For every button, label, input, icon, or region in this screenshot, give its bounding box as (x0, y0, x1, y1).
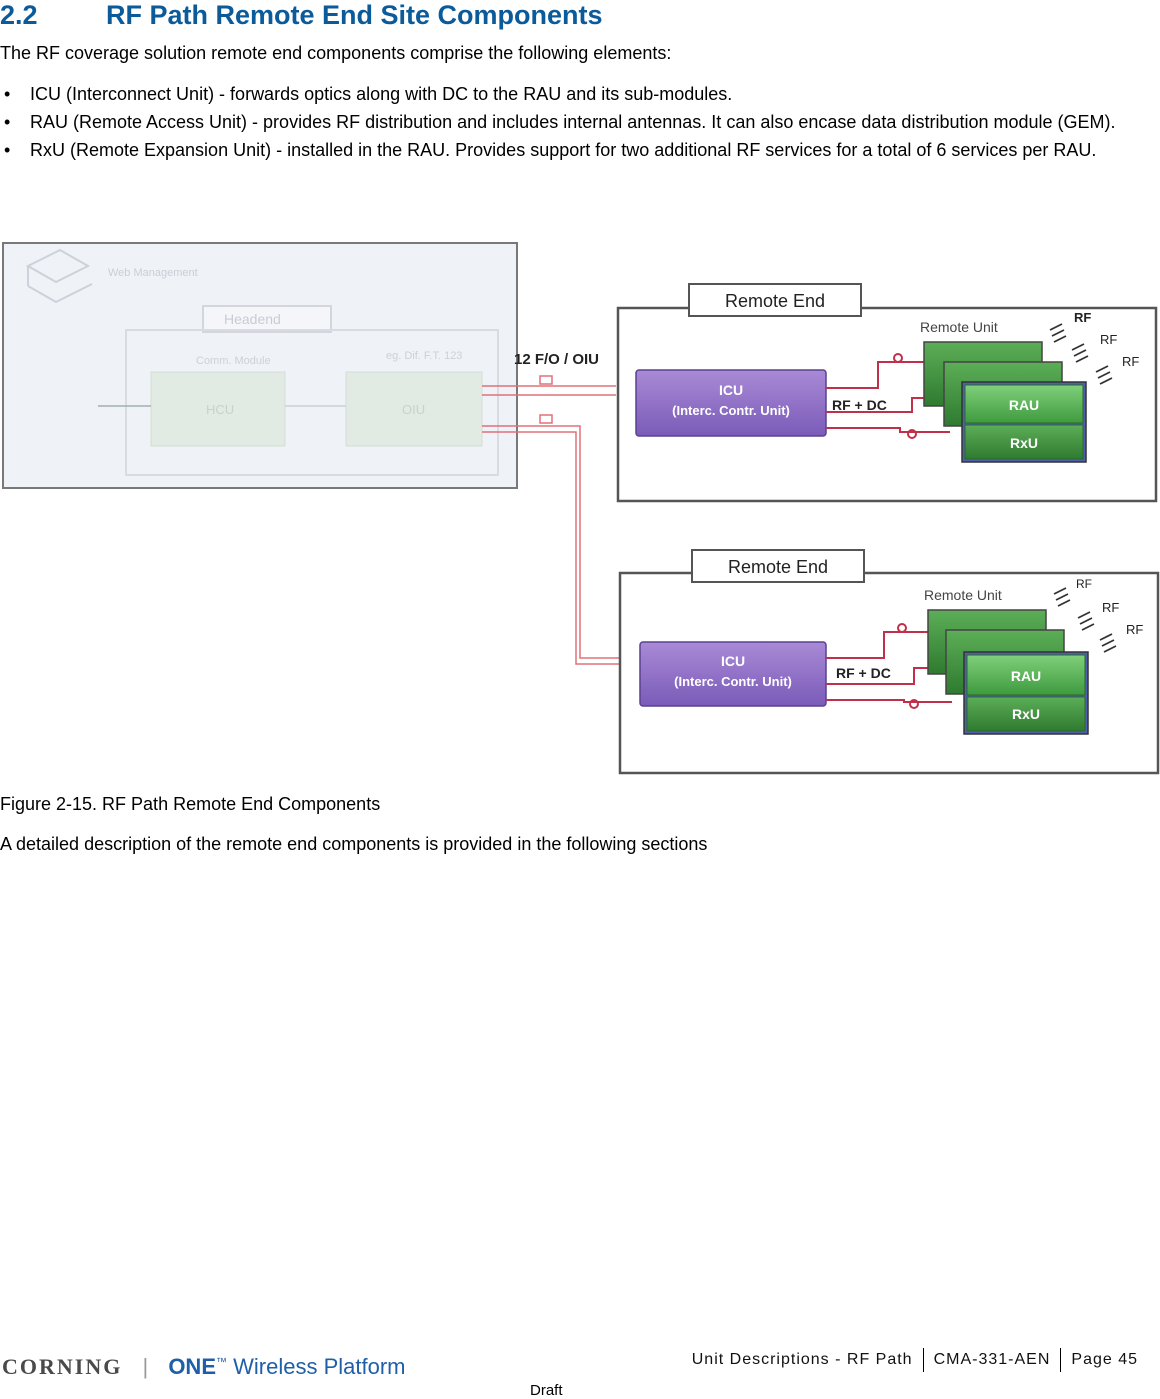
logo-separator: | (142, 1354, 149, 1379)
list-item (0, 111, 1160, 133)
footer-doc-id: CMA-331-AEN (933, 1351, 1051, 1368)
rxu-label: RxU (1011, 706, 1041, 722)
list-item-text: ICU (Interconnect Unit) - forwards optics along with DC to the RAU and its sub-modules. (30, 84, 733, 104)
rf-label: RF (1100, 332, 1118, 347)
faded-label-oiu: OIU (402, 402, 426, 417)
component-list (0, 83, 1160, 167)
faded-headend-area (3, 243, 517, 488)
icu-sublabel: (Interc. Contr. Unit) (672, 403, 790, 418)
list-item-text: RxU (Remote Expansion Unit) - installed in the RAU. Provides support for two additional RF services for a total of 6 services per RAU. (30, 140, 1097, 160)
footer-page-number: Page 45 (1071, 1351, 1138, 1368)
footer-meta (682, 1348, 1148, 1372)
figure-caption: Figure 2-15. RF Path Remote End Components (0, 794, 381, 814)
remote-unit-label: Remote Unit (920, 319, 998, 335)
bullet-glyph: • (4, 140, 11, 160)
faded-label-hcu: HCU (206, 402, 235, 417)
faded-label-mgmt: Web Management (108, 267, 198, 279)
rau-label: RAU (1008, 397, 1040, 413)
draft-status: Draft (530, 1382, 563, 1399)
rf-label: RF (1074, 310, 1092, 325)
rf-label: RF (1102, 600, 1120, 615)
link-label: 12 F/O / OIU (514, 351, 600, 368)
product-name: Wireless Platform (233, 1354, 406, 1379)
trademark-symbol: ™ (216, 1356, 227, 1369)
icu-label: ICU (720, 653, 746, 669)
rf-dc-label: RF + DC (836, 665, 891, 681)
icu-label: ICU (718, 382, 744, 398)
faded-label-headend: Headend (224, 311, 281, 327)
product-one: ONE (168, 1354, 216, 1379)
figure-remote-end-diagram (0, 238, 1160, 780)
section-number: 2.2 (0, 0, 38, 30)
page-footer (0, 1340, 1160, 1397)
remote-end-label: Remote End (724, 291, 826, 311)
section-title: RF Path Remote End Site Components (106, 0, 603, 30)
rf-label: RF (1122, 354, 1140, 369)
rf-label: RF (1126, 622, 1144, 637)
body-paragraph: A detailed description of the remote end components is provided in the following sections (0, 834, 708, 854)
icu-sublabel: (Interc. Contr. Unit) (674, 674, 792, 689)
rau-label: RAU (1010, 668, 1042, 684)
rf-dc-label: RF + DC (832, 397, 887, 413)
bullet-glyph: • (4, 112, 11, 132)
list-item (0, 139, 1160, 161)
remote-end-label: Remote End (727, 557, 829, 577)
remote-unit-label: Remote Unit (924, 587, 1002, 603)
rf-label: RF (1076, 577, 1092, 591)
faded-label-comm: Comm. Module (196, 355, 271, 367)
remote-end-2 (620, 550, 1158, 773)
brand-logo (2, 1354, 405, 1380)
faded-label-extra: eg. Dif. F.T. 123 (386, 350, 463, 362)
rxu-label: RxU (1009, 435, 1039, 451)
bullet-glyph: • (4, 84, 11, 104)
section-heading (0, 0, 1160, 34)
intro-paragraph: The RF coverage solution remote end components comprise the following elements: (0, 43, 672, 63)
list-item-text: RAU (Remote Access Unit) - provides RF distribution and includes internal antennas. It can also encase data distribution module (GEM). (30, 112, 1116, 132)
list-item (0, 83, 1160, 105)
corning-wordmark: CORNING (2, 1354, 123, 1379)
footer-section-ref: Unit Descriptions - RF Path (691, 1351, 913, 1368)
remote-end-1 (618, 284, 1156, 501)
